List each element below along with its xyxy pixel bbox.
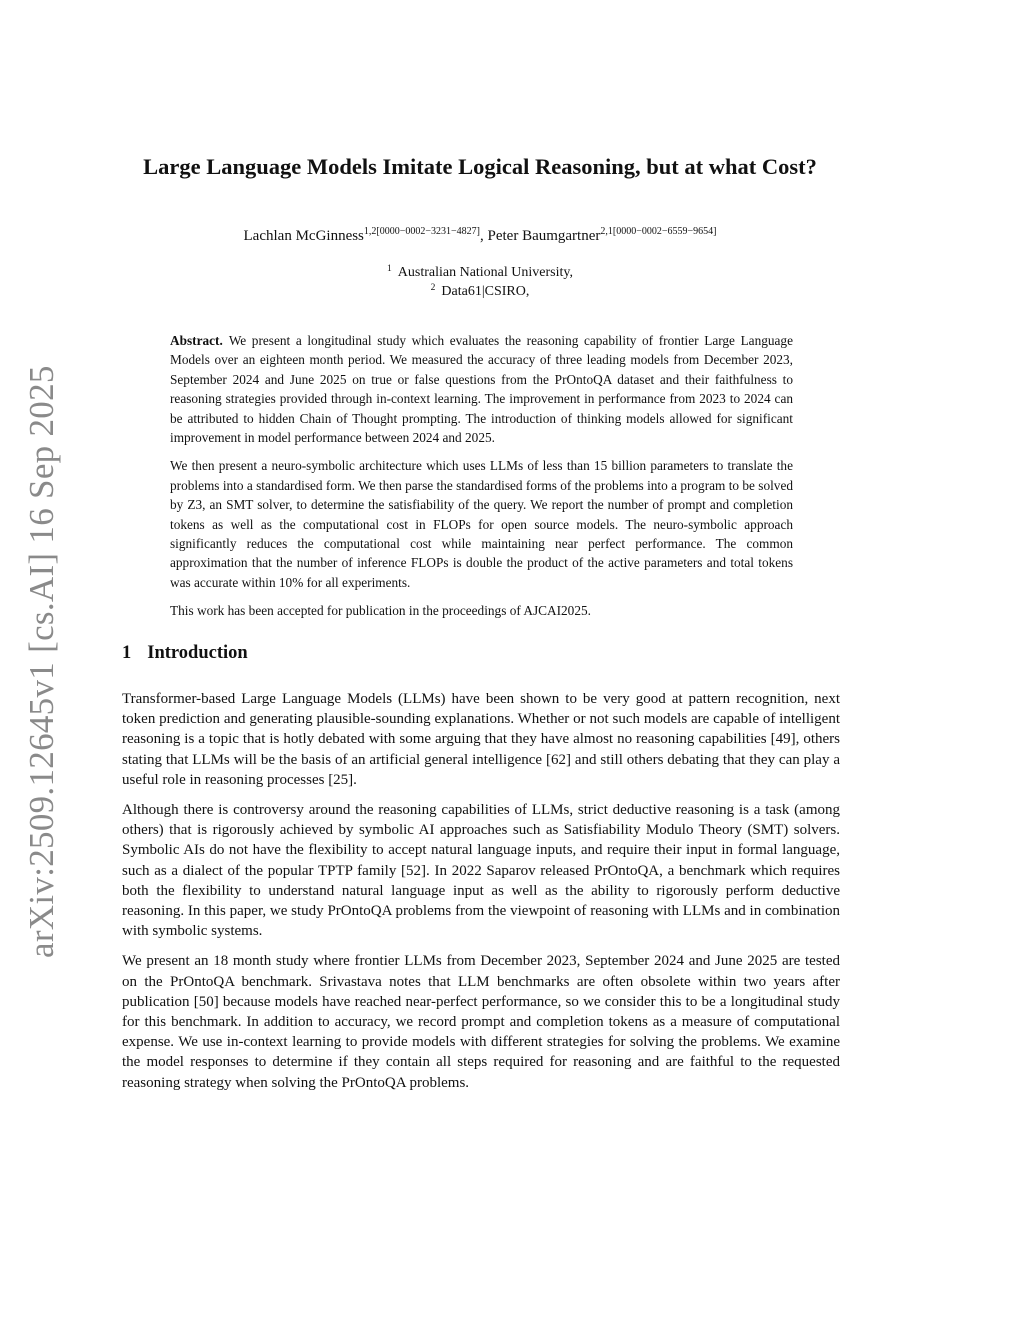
abstract-paragraph: Abstract. We present a longitudinal study which evaluates the reasoning capability of frontier Large Language Models over an eighteen month period. We measured the accuracy of three leading models from December 2023, September 2024 and June 2025 on true or false questions from the PrOntoQA dataset and their faithfulness to reasoning strategies provided through in-context learning. The improvement in performance from 2023 to 2024 can be attributed to hidden Chain of Thought prompting. The introduction of thinking models allowed for significant improvement in model performance between 2024 and 2025. bbox=[170, 333, 793, 446]
author-name: Peter Baumgartner bbox=[487, 228, 601, 244]
body-paragraph: We present an 18 month study where frontier LLMs from December 2023, September 2024 and June 2025 are tested on the PrOntoQA benchmark. Srivastava notes that LLM benchmarks are often obsolete within two years after publication [50] because models have reached near-perfect performance, so we consider this to be a longitudinal study for this benchmark. In addition to accuracy, we record prompt and completion tokens as a measure of computational expense. We use in-context learning to provide models with different strategies for solving the problems. We examine the model responses to determine if they contain all steps required for reasoning and are faithful to the requested reasoning strategy when solving the PrOntoQA problems. bbox=[122, 953, 840, 1091]
section-title: Introduction bbox=[147, 643, 248, 663]
body-paragraph: Although there is controversy around the reasoning capabilities of LLMs, strict deductive reasoning is a task (among others) that is rigorously achieved by symbolic AI approaches such as Satisfiability Modulo Theory (SMT) solvers. Symbolic AIs do not have the flexibility to accept natural language inputs, and require their input in formal language, such as a dialect of the popular TPTP family [52]. In 2022 Saparov released PrOntoQA, a benchmark which requires both the flexibility to understand natural language input as well as the ability to rigorously perform deductive reasoning. In this paper, we study PrOntoQA problems from the viewpoint of reasoning with LLMs and in combination with symbolic systems. bbox=[122, 802, 840, 940]
author-name: Lachlan McGinness bbox=[243, 228, 364, 244]
affiliation-name: Data61|CSIRO, bbox=[441, 284, 530, 299]
abstract-label: Abstract. bbox=[170, 333, 223, 348]
abstract-paragraph: This work has been accepted for publication in the proceedings of AJCAI2025. bbox=[170, 603, 591, 619]
author-orcid: [0000−0002−3231−4827] bbox=[376, 226, 480, 237]
affiliation-2 bbox=[120, 284, 840, 300]
abstract-paragraph: We then present a neuro-symbolic architecture which uses LLMs of less than 15 billion parameters to translate the problems into a standardised form. We then parse the standardised forms of the problems into a program to be solved by Z3, an SMT solver, to determine the satisfiability of the query. We report the number of prompt and completion tokens as well as the computational cost in FLOPs for open source models. The neuro-symbolic approach significantly reduces the computational cost while maintaining near perfect performance. The common approximation that the number of inference FLOPs is double the product of the active parameters and total tokens was accurate within 10% for all experiments. bbox=[170, 458, 793, 590]
section-number: 1 bbox=[122, 643, 132, 663]
abstract bbox=[170, 331, 793, 630]
arxiv-identifier-stamp: arXiv:2509.12645v1 [cs.AI] 16 Sep 2025 bbox=[22, 365, 61, 958]
author-orcid: [0000−0002−6559−9654] bbox=[612, 226, 717, 237]
affiliation-1 bbox=[120, 265, 840, 281]
paper-title: Large Language Models Imitate Logical Reasoning, but at what Cost? bbox=[143, 154, 817, 179]
section-heading bbox=[122, 643, 248, 664]
affiliation-mark: 1 bbox=[387, 264, 392, 274]
section-body bbox=[122, 689, 840, 1103]
affiliation-name: Australian National University, bbox=[397, 265, 573, 280]
author-separator: , bbox=[480, 228, 488, 244]
author-affiliation-marks: 2,1[0000−0002−6559−9654] bbox=[600, 226, 717, 237]
author-affiliation-marks: 1,2[0000−0002−3231−4827] bbox=[363, 226, 480, 237]
affiliation-mark: 2 bbox=[430, 283, 436, 293]
body-paragraph: Transformer-based Large Language Models (LLMs) have been shown to be very good at pattern recognition, next token prediction and generating plausible-sounding explanations. Whether or not such models are capable of intelligent reasoning is a topic that is hotly debated with some arguing that they have almost no reasoning capabilities [49], others stating that LLMs will be the basis of an artificial general intelligence [62] and still others debating that they can play a useful role in reasoning processes [25]. bbox=[122, 691, 840, 788]
author-list bbox=[120, 228, 840, 245]
